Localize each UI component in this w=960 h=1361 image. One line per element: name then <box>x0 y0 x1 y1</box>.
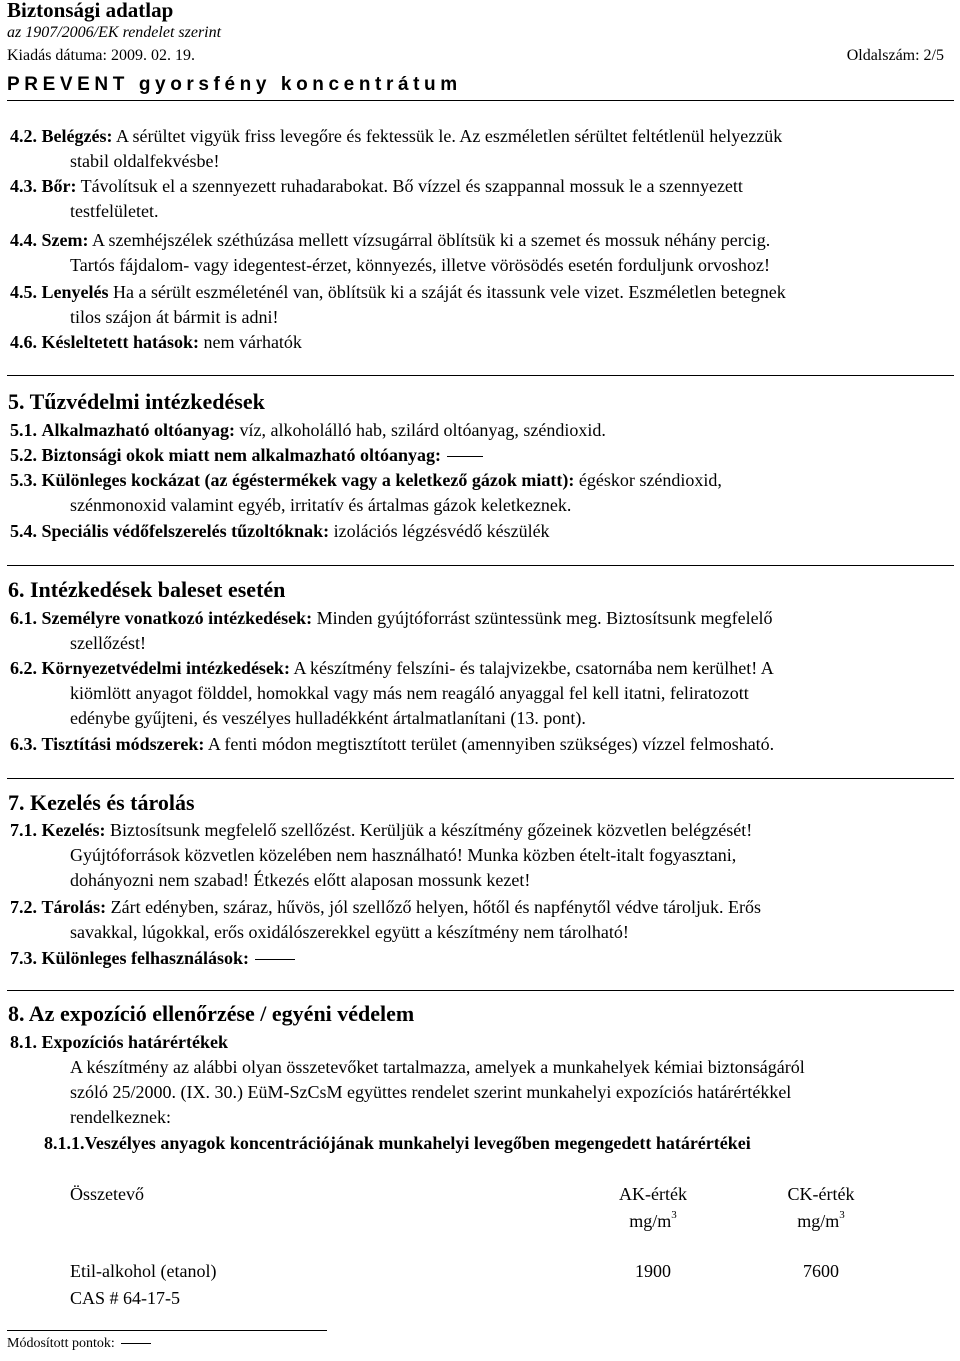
item-text: A fenti módon megtisztított terület (amennyiben szükséges) vízzel felmosható. <box>204 734 775 754</box>
item-5-1 <box>10 418 952 443</box>
item-4-2 <box>10 124 952 174</box>
item-label: Biztonsági okok miatt nem alkalmazható oltóanyag: <box>41 445 442 465</box>
item-number: 7.1. <box>10 820 37 840</box>
item-number: 4.4. <box>10 230 37 250</box>
item-label: Késleltetett hatások: <box>41 332 199 352</box>
section-5-title: 5. Tűzvédelmi intézkedések <box>8 389 265 414</box>
item-5-3 <box>10 468 952 518</box>
item-label: Környezetvédelmi intézkedések: <box>41 658 290 678</box>
ck-label: CK-érték <box>787 1184 855 1204</box>
table-row <box>70 1259 216 1311</box>
footer <box>7 1336 151 1352</box>
item-label: Expozíciós határértékek <box>41 1032 228 1052</box>
item-4-5 <box>10 280 952 330</box>
item-number: 4.3. <box>10 176 37 196</box>
regulation-subtitle: az 1907/2006/EK rendelet szerint <box>7 24 222 41</box>
item-continuation: savakkal, lúgokkal, erős oxidálószerekkel együtt a készítmény nem tárolható! <box>70 922 629 942</box>
item-number: 5.4. <box>10 521 37 541</box>
not-applicable-dash <box>121 1343 151 1344</box>
item-label: Kezelés: <box>41 820 106 840</box>
item-text: Ha a sérült eszméleténél van, öblítsük ki a száját és itassunk vele vizet. Eszméletlen betegnek <box>108 282 786 302</box>
paragraph-line: rendelkeznek: <box>70 1107 171 1127</box>
item-continuation: stabil oldalfekvésbe! <box>70 151 220 171</box>
item-6-3 <box>10 732 952 757</box>
item-7-3 <box>10 946 952 971</box>
item-number: 5.2. <box>10 445 37 465</box>
paragraph-line: A készítmény az alábbi olyan összetevőket tartalmazza, amelyek a munkahelyek kémiai biztonságáról <box>70 1057 805 1077</box>
section-6-title: 6. Intézkedések baleset esetén <box>8 577 286 602</box>
component-cas: CAS # 64-17-5 <box>70 1288 181 1308</box>
item-4-4 <box>10 228 952 278</box>
item-6-2 <box>10 656 952 731</box>
item-label: Belégzés: <box>41 126 113 146</box>
item-number: 6.3. <box>10 734 37 754</box>
item-4-6 <box>10 330 952 355</box>
item-continuation: Tartós fájdalom- vagy idegentest-érzet, könnyezés, illetve vörösödés esetén forduljunk orvoshoz! <box>70 255 771 275</box>
page-number: Oldalszám: 2/5 <box>846 47 944 64</box>
item-number: 4.6. <box>10 332 37 352</box>
item-4-3 <box>10 174 952 224</box>
section-7-title: 7. Kezelés és tárolás <box>8 790 195 815</box>
item-6-1 <box>10 606 952 656</box>
item-text: Zárt edényben, száraz, hűvös, jól szellőző helyen, hőtől és napfénytől védve tároljuk. Erős <box>106 897 761 917</box>
item-7-1 <box>10 818 952 893</box>
item-number: 5.1. <box>10 420 37 440</box>
item-text: égéskor széndioxid, <box>574 470 722 490</box>
item-number: 6.2. <box>10 658 37 678</box>
item-label: Bőr: <box>41 176 77 196</box>
item-8-1 <box>10 1030 952 1130</box>
header-divider <box>7 100 954 101</box>
modified-points-label: Módosított pontok: <box>7 1336 115 1351</box>
table-header-ak <box>613 1182 693 1234</box>
item-continuation: dohányozni nem szabad! Étkezés előtt alaposan mossunk kezet! <box>70 870 531 890</box>
item-text: víz, alkoholálló hab, szilárd oltóanyag, széndioxid. <box>235 420 606 440</box>
footer-divider <box>7 1330 327 1331</box>
item-text: A sérültet vigyük friss levegőre és fektessük le. Az eszméletlen sérültet feltétlenül helyezzük <box>112 126 783 146</box>
item-5-2 <box>10 443 952 468</box>
paragraph-line: szóló 25/2000. (IX. 30.) EüM-SzCsM együttes rendelet szerint munkahelyi expozíciós határértékkel <box>70 1082 792 1102</box>
item-number: 4.2. <box>10 126 37 146</box>
item-continuation: tilos szájon át bármit is adni! <box>70 307 279 327</box>
item-text: nem várhatók <box>198 332 302 352</box>
item-number: 6.1. <box>10 608 37 628</box>
item-text: A készítmény felszíni- és talajvizekbe, csatornába nem kerülhet! A <box>289 658 774 678</box>
not-applicable-dash <box>255 959 295 960</box>
item-label: Különleges felhasználások: <box>41 948 250 968</box>
ck-value: 7600 <box>803 1261 839 1281</box>
section-divider <box>7 565 954 566</box>
table-header-component: Összetevő <box>70 1184 144 1204</box>
item-continuation: szénmonoxid valamint egyéb, irritatív és ártalmas gázok keletkeznek. <box>70 495 572 515</box>
item-7-2 <box>10 895 952 945</box>
ak-unit: $mg/m^3$ <box>629 1209 677 1231</box>
item-number: 4.5. <box>10 282 37 302</box>
item-number: 7.3. <box>10 948 37 968</box>
ak-label: AK-érték <box>619 1184 687 1204</box>
item-text: A szemhéjszélek széthúzása mellett vízsugárral öblítsük ki a szemet és mossuk néhány percig. <box>88 230 771 250</box>
item-8-1-1-title: 8.1.1.Veszélyes anyagok koncentrációjának munkahelyi levegőben megengedett határértékei <box>44 1133 751 1153</box>
item-text: Biztosítsunk megfelelő szellőzést. Kerüljük a készítmény gőzeinek közvetlen belégzését! <box>105 820 753 840</box>
not-applicable-dash <box>447 456 483 457</box>
item-number: 8.1. <box>10 1032 37 1052</box>
item-text: Távolítsuk el a szennyezett ruhadarabokat. Bő vízzel és szappannal mossuk le a szennyezett <box>76 176 743 196</box>
item-continuation: testfelületet. <box>70 201 159 221</box>
section-divider <box>7 778 954 779</box>
item-label: Alkalmazható oltóanyag: <box>41 420 235 440</box>
ck-unit: $mg/m^3$ <box>797 1209 845 1231</box>
document-title: Biztonsági adatlap <box>7 0 174 22</box>
item-number: 7.2. <box>10 897 37 917</box>
item-label: Személyre vonatkozó intézkedések: <box>41 608 313 628</box>
item-label: Speciális védőfelszerelés tűzoltóknak: <box>41 521 330 541</box>
item-text: izolációs légzésvédő készülék <box>329 521 550 541</box>
section-8-title: 8. Az expozíció ellenőrzése / egyéni védelem <box>8 1001 415 1026</box>
item-label: Különleges kockázat (az égéstermékek vagy a keletkező gázok miatt): <box>41 470 575 490</box>
item-continuation: Gyújtóforrások közvetlen közelében nem használható! Munka közben ételt-italt fogyasztani, <box>70 845 737 865</box>
ak-value: 1900 <box>635 1261 671 1281</box>
issue-date: Kiadás dátuma: 2009. 02. 19. <box>7 47 195 64</box>
section-divider <box>7 990 954 991</box>
component-name: Etil-alkohol (etanol) <box>70 1261 217 1281</box>
item-continuation: edénybe gyűjteni, és veszélyes hulladékként ártalmatlanítani (13. pont). <box>70 708 586 728</box>
product-name: PREVENT gyorsfény koncentrátum <box>7 74 462 95</box>
item-label: Szem: <box>41 230 89 250</box>
item-5-4 <box>10 519 952 544</box>
item-number: 5.3. <box>10 470 37 490</box>
item-label: Tisztítási módszerek: <box>41 734 205 754</box>
item-continuation: kiömlött anyagot földdel, homokkal vagy más nem reagáló anyaggal fel kell itatni, feliratozott <box>70 683 749 703</box>
item-label: Lenyelés <box>41 282 109 302</box>
section-divider <box>7 375 954 376</box>
table-header-ck <box>780 1182 862 1234</box>
item-continuation: szellőzést! <box>70 633 146 653</box>
item-text: Minden gyújtóforrást szüntessünk meg. Biztosítsunk megfelelő <box>312 608 773 628</box>
item-label: Tárolás: <box>41 897 107 917</box>
